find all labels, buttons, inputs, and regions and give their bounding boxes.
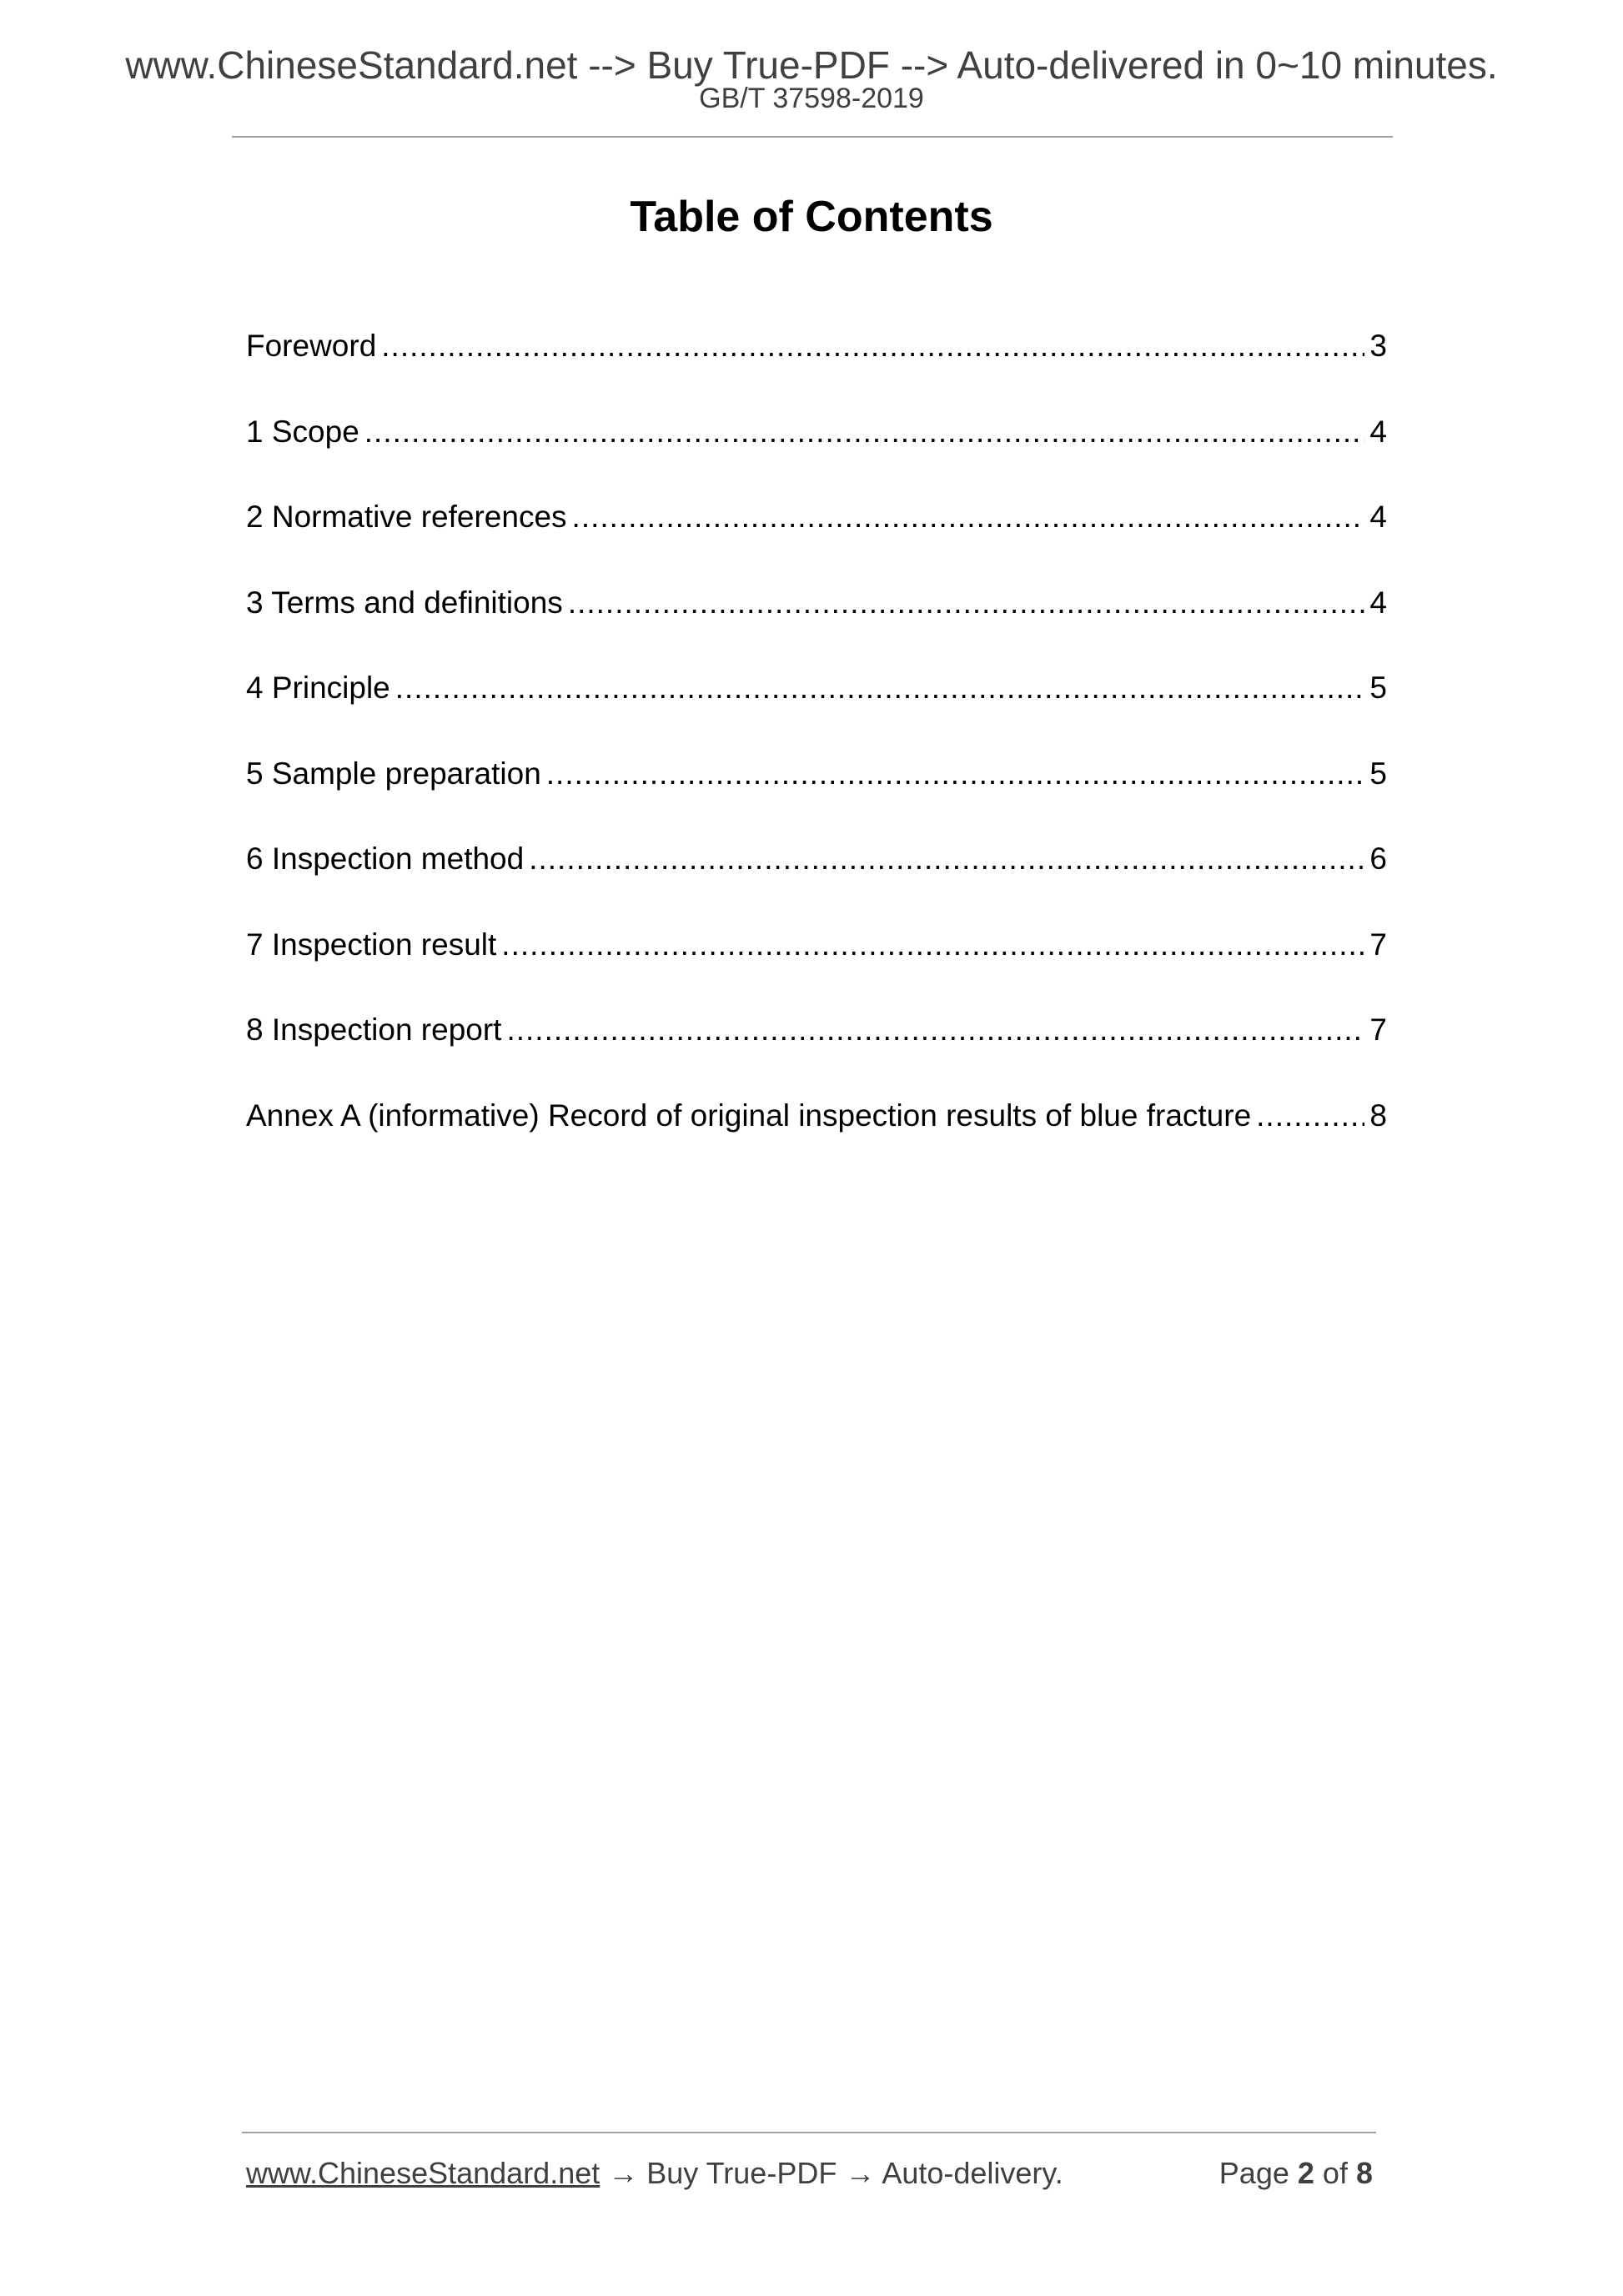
toc-entry-scope[interactable] (246, 407, 1387, 493)
footer-divider (242, 2132, 1376, 2133)
toc-leader-dots (572, 492, 1365, 542)
toc-entry-label: 6 Inspection method (246, 842, 525, 876)
toc-entry-label: 1 Scope (246, 414, 359, 449)
toc-leader-dots (529, 834, 1364, 884)
toc-entry-inspection-report[interactable] (246, 1005, 1387, 1091)
toc-leader-dots (381, 321, 1364, 371)
toc-leader-dots (1256, 1091, 1364, 1141)
toc-entry-page: 5 (1369, 756, 1387, 791)
toc-entry-page: 7 (1369, 1012, 1387, 1047)
toc-title: Table of Contents (630, 193, 993, 241)
toc-leader-dots (506, 1005, 1364, 1055)
toc-entry-label: 2 Normative references (246, 500, 567, 534)
toc-entry-label: Annex A (informative) Record of original inspection results of blue fracture (246, 1098, 1252, 1133)
top-banner: www.ChineseStandard.net --> Buy True-PDF --> Auto-delivered in 0~10 minutes. (125, 43, 1498, 87)
footer-tagline (246, 2154, 1063, 2193)
toc-entry-page: 5 (1369, 671, 1387, 705)
toc-entry-annex-a[interactable] (246, 1091, 1387, 1177)
current-page-number: 2 (1297, 2156, 1314, 2190)
toc-entry-inspection-method[interactable] (246, 834, 1387, 920)
page-word: Page (1219, 2156, 1289, 2190)
toc-entry-label: 5 Sample preparation (246, 756, 541, 791)
header-divider (232, 136, 1393, 138)
toc-entry-inspection-result[interactable] (246, 920, 1387, 1006)
toc-entry-page: 3 (1369, 329, 1387, 363)
toc-entry-terms-and-definitions[interactable] (246, 578, 1387, 664)
toc-leader-dots (364, 407, 1365, 457)
toc-entry-label: 7 Inspection result (246, 927, 497, 962)
toc-leader-dots (501, 920, 1364, 970)
toc-entry-page: 4 (1369, 500, 1387, 534)
toc-entry-page: 8 (1369, 1098, 1387, 1133)
toc-entry-page: 4 (1369, 414, 1387, 449)
toc-entry-normative-references[interactable] (246, 492, 1387, 578)
toc-entry-foreword[interactable] (246, 321, 1387, 407)
of-word: of (1322, 2156, 1348, 2190)
document-code: GB/T 37598-2019 (699, 83, 924, 114)
toc-leader-dots (395, 663, 1365, 713)
total-page-number: 8 (1355, 2156, 1373, 2190)
toc-entry-label: Foreword (246, 329, 377, 363)
page-indicator (1219, 2154, 1373, 2193)
toc-list (246, 321, 1387, 1176)
toc-entry-sample-preparation[interactable] (246, 749, 1387, 835)
footer-site-link[interactable]: www.ChineseStandard.net (246, 2156, 600, 2190)
toc-leader-dots (546, 749, 1365, 799)
toc-entry-principle[interactable] (246, 663, 1387, 749)
toc-entry-page: 6 (1369, 842, 1387, 876)
toc-entry-page: 4 (1369, 585, 1387, 620)
footer-tagline-text: → Buy True-PDF → Auto-delivery. (600, 2156, 1063, 2190)
toc-entry-label: 4 Principle (246, 671, 390, 705)
toc-entry-page: 7 (1369, 927, 1387, 962)
toc-entry-label: 8 Inspection report (246, 1012, 502, 1047)
toc-leader-dots (568, 578, 1365, 628)
toc-entry-label: 3 Terms and definitions (246, 585, 563, 620)
